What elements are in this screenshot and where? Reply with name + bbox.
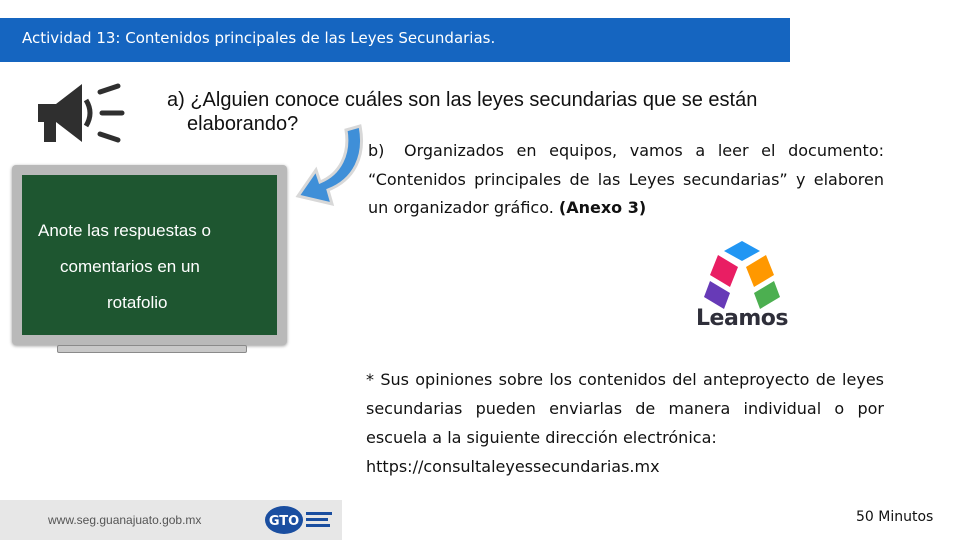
instruction-b (368, 137, 884, 223)
page-title: Actividad 13: Contenidos principales de las Leyes Secundarias. (22, 29, 496, 47)
instruction-b-label: b) (368, 141, 385, 160)
instruction-b-annex: (Anexo 3) (558, 198, 647, 217)
feedback-note-text: * Sus opiniones sobre los contenidos del anteproyecto de leyes secundarias pueden enviarlas de manera individual o por escuela a la siguiente dirección electrónica: (366, 370, 884, 447)
feedback-note (366, 365, 884, 481)
question-a (167, 88, 887, 136)
question-a-line2: elaborando? (187, 113, 299, 135)
question-a-line1: a) ¿Alguien conoce cuáles son las leyes secundarias que se están (167, 89, 758, 111)
title-bar (0, 18, 790, 62)
footer-bar (0, 500, 342, 540)
instruction-b-text: Organizados en equipos, vamos a leer el documento: “Contenidos principales de las Leyes secundarias” y elaboren un organizador gráfico. (368, 141, 884, 217)
chalkboard-tray (57, 345, 247, 353)
feedback-url[interactable]: https://consultaleyessecundarias.mx (366, 457, 660, 476)
gto-logo-text: GTO (268, 514, 300, 529)
leamos-logo-text: Leamos (696, 306, 788, 331)
board-text-line1: Anote las respuestas o (38, 221, 211, 240)
megaphone-icon (30, 76, 125, 151)
time-label: 50 Minutos (856, 509, 934, 525)
board-text-line2: comentarios en un (60, 257, 200, 276)
curved-arrow-icon (292, 122, 372, 217)
footer-url[interactable]: www.seg.guanajuato.gob.mx (48, 513, 202, 527)
gto-logo (264, 504, 336, 536)
board-text-line3: rotafolio (107, 293, 168, 312)
chalkboard (12, 165, 287, 360)
